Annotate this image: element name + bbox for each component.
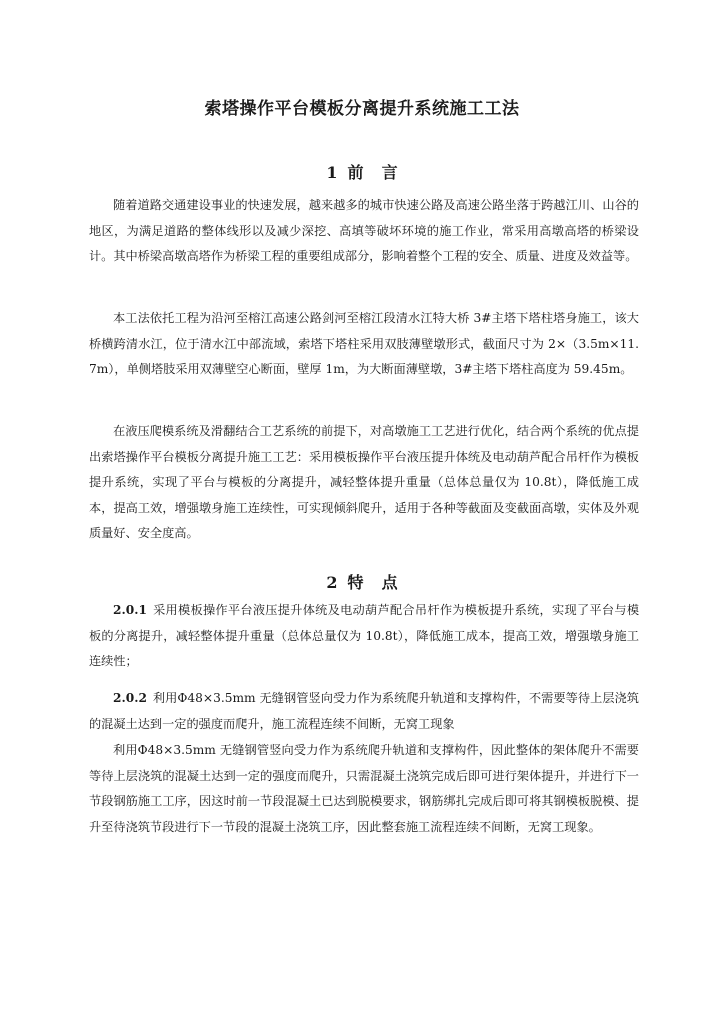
clause-2-0-1-number: 2.0.1 — [113, 603, 147, 617]
section-1-heading-char-2: 言 — [381, 163, 398, 182]
section-2-paragraph-1: 利用Φ48×3.5mm 无缝钢管竖向受力作为系统爬升轨道和支撑构件，因此整体的架体爬升不需要等待上层浇筑的混凝土达到一定的强度而爬升，只需混凝土浇筑完成后即可进行架体提升，并进行下一节段钢筋施工工序，因这时前一节段混凝土已达到脱模要求，钢筋绑扎完成后即可将其钢模板脱模、提升至待浇筑节段进行下一节段的混凝土浇筑工序，因此整套施工流程连续不间断，无窝工现象。 — [89, 743, 639, 834]
clause-2-0-2 — [89, 686, 639, 737]
section-1-heading — [0, 160, 724, 183]
clause-2-0-1-text: 采用模板操作平台液压提升体统及电动葫芦配合吊杆作为模板提升系统，实现了平台与模板的分离提升，减轻整体提升重量（总体总量仅为 10.8t），降低施工成本，提高工效，增强墩身施工连续性； — [89, 603, 640, 669]
clause-2-0-1 — [89, 598, 639, 675]
section-1-paragraph-1: 随着道路交通建设事业的快速发展，越来越多的城市快速公路及高速公路坐落于跨越江川、山谷的地区，为满足道路的整体线形以及减少深挖、高填等破坏环境的施工作业，常采用高墩高塔的桥梁设计。其中桥梁高墩高塔作为桥梁工程的重要组成部分，影响着整个工程的安全、质量、进度及效益等。 — [89, 198, 639, 264]
section-1-number: 1 — [326, 163, 338, 182]
section-2-number: 2 — [326, 573, 338, 592]
section-2-heading-char-2: 点 — [381, 573, 398, 592]
section-1-paragraph-2: 本工法依托工程为沿河至榕江高速公路剑河至榕江段清水江特大桥 3#主塔下塔柱塔身施工，该大桥横跨清水江，位于清水江中部流域，索塔下塔柱采用双肢薄壁墩形式，截面尺寸为 2×（3.5m×11.7m），单侧塔肢采用双薄壁空心断面，壁厚 1m，为大断面薄壁墩，3#主塔下塔柱高度为 59.45m。 — [89, 311, 639, 377]
section-2-heading — [0, 570, 724, 593]
section-1-paragraph-3: 在液压爬模系统及滑翻结合工艺系统的前提下，对高墩施工工艺进行优化，结合两个系统的优点提出索塔操作平台模板分离提升施工工艺：采用模板操作平台液压提升体统及电动葫芦配合吊杆作为模板提升系统，实现了平台与模板的分离提升，减轻整体提升重量（总体总量仅为 10.8t），降低施工成本，提高工效，增强墩身施工连续性，可实现倾斜爬升，适用于各种等截面及变截面高墩，实体及外观质量好、安全度高。 — [89, 424, 639, 541]
section-2-heading-char-1: 特 — [347, 573, 364, 592]
document-title: 索塔操作平台模板分离提升系统施工工法 — [204, 99, 520, 119]
clause-2-0-2-number: 2.0.2 — [113, 691, 147, 705]
clause-2-0-2-text: 利用Φ48×3.5mm 无缝钢管竖向受力作为系统爬升轨道和支撑构件，不需要等待上层浇筑的混凝土达到一定的强度而爬升，施工流程连续不间断，无窝工现象 — [89, 691, 639, 731]
section-1-heading-char-1: 前 — [347, 163, 364, 182]
